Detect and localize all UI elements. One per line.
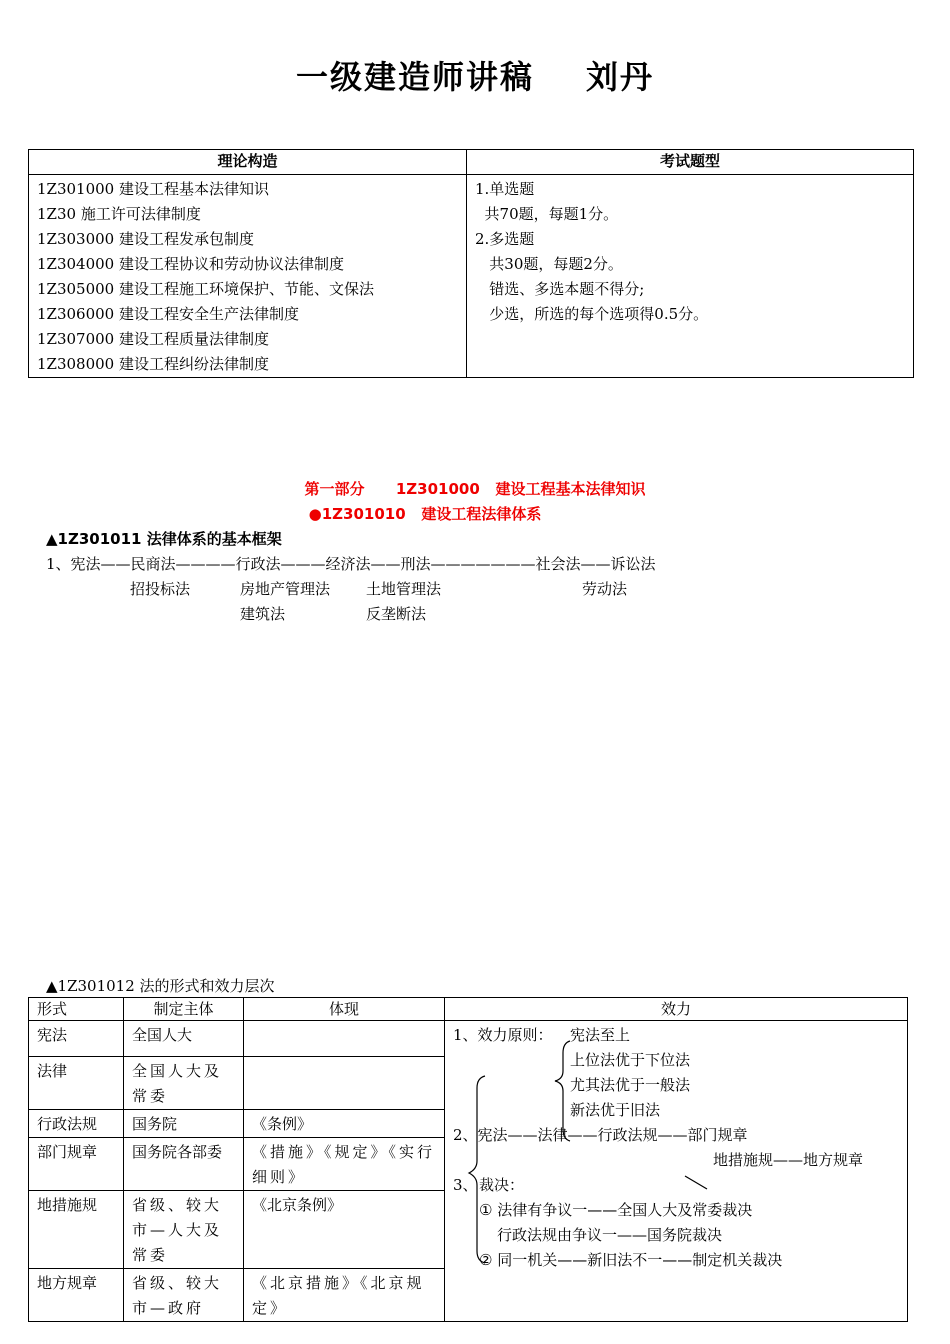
chapter-item: 1Z301000 建设工程基本法律知识 — [37, 180, 269, 198]
cell-maker: 国务院各部委 — [124, 1138, 244, 1191]
exam-type-list — [467, 175, 914, 378]
cell-example — [244, 1021, 445, 1057]
effect-hierarchy: 2、宪法——法律——行政法规——部门规章 — [453, 1126, 748, 1144]
cell-form: 宪法 — [29, 1021, 124, 1057]
effect-ruling: 裁决： — [479, 1176, 525, 1194]
sub-law: 建筑法 — [240, 605, 286, 623]
chapter-list — [29, 175, 467, 378]
chapter-item: 1Z307000 建设工程质量法律制度 — [37, 330, 269, 348]
sub-law: 招投标法 — [130, 580, 191, 598]
header-maker: 制定主体 — [124, 998, 244, 1021]
sub-law: 土地管理法 — [366, 580, 442, 598]
chapter-item: 1Z305000 建设工程施工环境保护、节能、文保法 — [37, 280, 374, 298]
col-header-theory: 理论构造 — [29, 150, 467, 175]
sub-law: 房地产管理法 — [240, 580, 331, 598]
effect-cell — [445, 1021, 908, 1322]
exam-line: 错选、多选本题不得分; — [475, 280, 645, 298]
header-effect: 效力 — [445, 998, 908, 1021]
exam-line: 1.单选题 — [475, 180, 535, 198]
framework-line: 1、宪法——民商法————行政法———经济法——刑法———————社会法——诉讼法 — [46, 555, 656, 573]
chapter-heading: ●1Z301010 建设工程法律体系 — [308, 505, 542, 523]
cell-form: 地措施规 — [29, 1191, 124, 1269]
cell-example: 《北京措施》《北京规定》 — [244, 1269, 445, 1322]
col-header-exam: 考试题型 — [467, 150, 914, 175]
effect-principle: 1、效力原则： — [453, 1026, 553, 1044]
sub-law: 劳动法 — [582, 580, 628, 598]
forms-table — [28, 997, 908, 1322]
exam-line: 共70题，每题1分。 — [475, 205, 619, 223]
effect-ruling-number: 3、 — [453, 1176, 478, 1194]
exam-line: 2.多选题 — [475, 230, 535, 248]
effect-ruling-item: ② 同一机关——新旧法不一——制定机关裁决 — [479, 1251, 783, 1269]
header-example: 体现 — [244, 998, 445, 1021]
cell-example: 《北京条例》 — [244, 1191, 445, 1269]
cell-example — [244, 1057, 445, 1110]
effect-principle-item: 新法优于旧法 — [570, 1101, 661, 1119]
section-heading-framework: ▲1Z301011 法律体系的基本框架 — [46, 530, 282, 548]
part-heading: 第一部分 1Z301000 建设工程基本法律知识 — [304, 480, 646, 498]
title-author: 刘丹 — [586, 58, 655, 96]
cell-form: 地方规章 — [29, 1269, 124, 1322]
title-main: 一级建造师讲稿 — [295, 58, 534, 96]
effect-ruling-item: 行政法规由争议一——国务院裁决 — [497, 1226, 723, 1244]
exam-line: 少选，所选的每个选项得0.5分。 — [475, 305, 709, 323]
cell-maker: 全国人大及常委 — [124, 1057, 244, 1110]
page-title — [0, 52, 950, 98]
section-heading-forms: ▲1Z301012 法的形式和效力层次 — [46, 977, 275, 995]
cell-maker: 全国人大 — [124, 1021, 244, 1057]
cell-form: 法律 — [29, 1057, 124, 1110]
effect-hierarchy-local: 地措施规——地方规章 — [713, 1151, 864, 1169]
exam-line: 共30题，每题2分。 — [475, 255, 623, 273]
cell-form: 部门规章 — [29, 1138, 124, 1191]
cell-maker: 省级、较大市—人大及常委 — [124, 1191, 244, 1269]
effect-principle-item: 宪法至上 — [570, 1026, 631, 1044]
chapter-item: 1Z308000 建设工程纠纷法律制度 — [37, 355, 269, 373]
cell-maker: 国务院 — [124, 1110, 244, 1138]
chapter-item: 1Z306000 建设工程安全生产法律制度 — [37, 305, 299, 323]
sub-law: 反垄断法 — [366, 605, 427, 623]
cell-example: 《条例》 — [244, 1110, 445, 1138]
effect-principle-item: 尤其法优于一般法 — [570, 1076, 691, 1094]
chapter-item: 1Z304000 建设工程协议和劳动协议法律制度 — [37, 255, 344, 273]
cell-form: 行政法规 — [29, 1110, 124, 1138]
overview-table — [28, 149, 914, 378]
effect-ruling-item: ① 法律有争议一——全国人大及常委裁决 — [479, 1201, 753, 1219]
chapter-item: 1Z30 施工许可法律制度 — [37, 205, 201, 223]
cell-maker: 省级、较大市—政府 — [124, 1269, 244, 1322]
cell-example: 《措施》《规定》《实行细则》 — [244, 1138, 445, 1191]
header-form: 形式 — [29, 998, 124, 1021]
chapter-item: 1Z303000 建设工程发承包制度 — [37, 230, 254, 248]
effect-principle-item: 上位法优于下位法 — [570, 1051, 691, 1069]
